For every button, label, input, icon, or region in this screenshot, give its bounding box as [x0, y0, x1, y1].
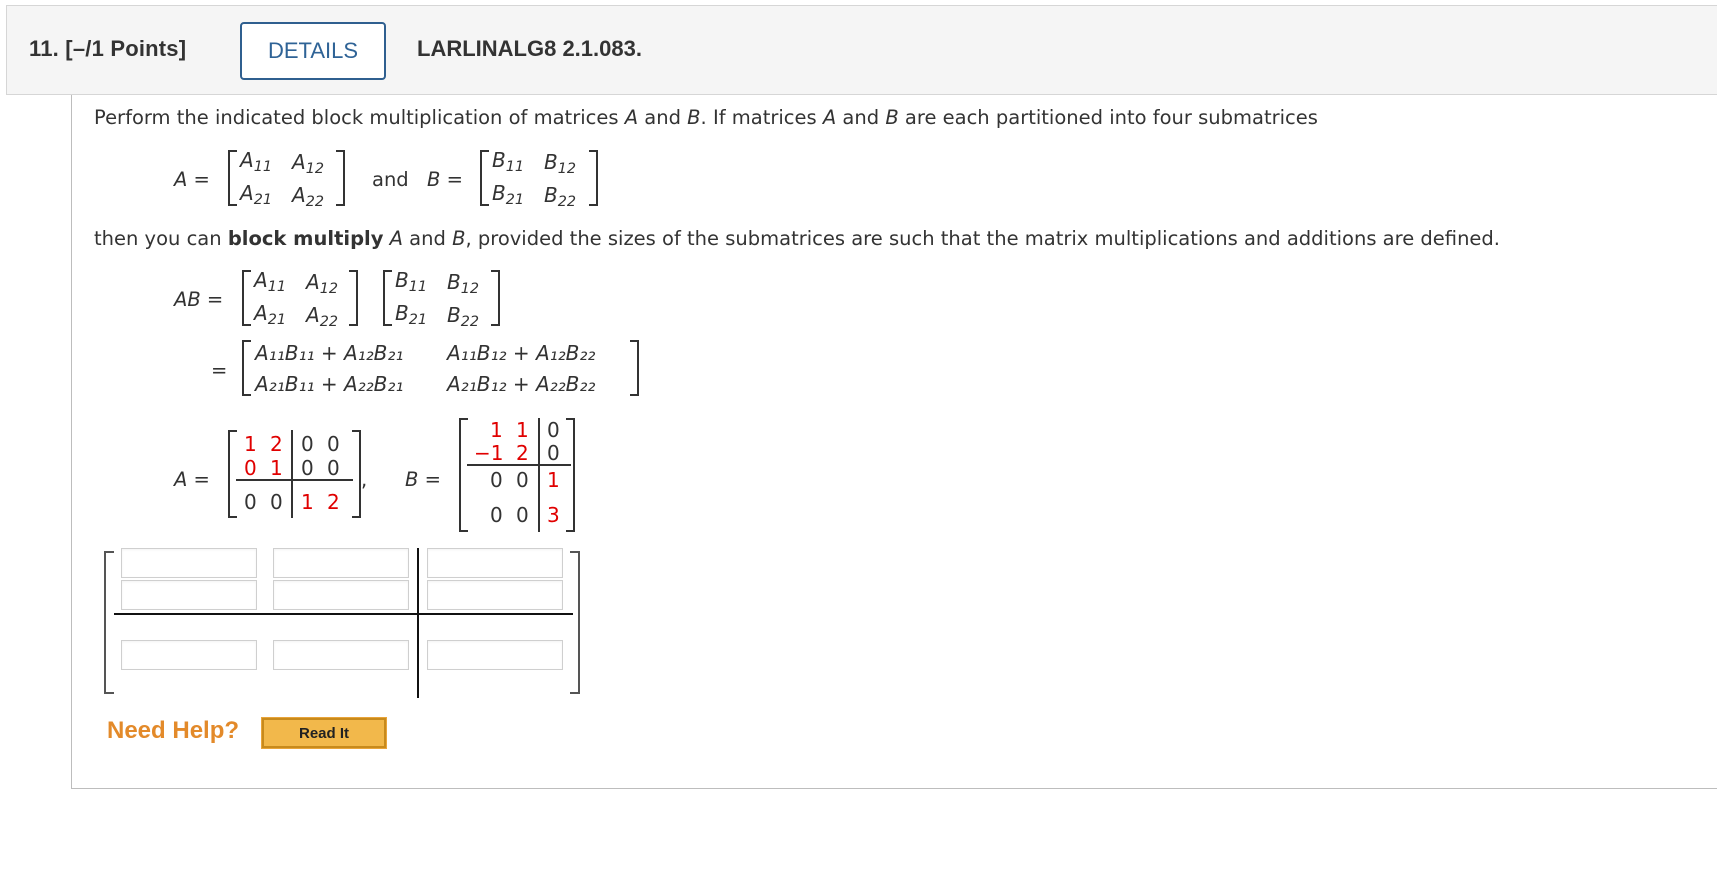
answer-input-r3c3[interactable]: [427, 640, 563, 670]
bracket-left: [242, 270, 251, 326]
matrix-a-entry: 0: [327, 456, 340, 480]
bracket-left: [228, 150, 237, 206]
submatrix-b11: $B_{11}$: [395, 268, 428, 295]
submatrix-a12: $A_{12}$: [292, 150, 324, 177]
submatrix-b12: $B_{12}$: [447, 270, 480, 297]
intro-part: . If matrices: [700, 106, 823, 129]
need-help-label: Need Help?: [107, 717, 240, 744]
submatrix-b12: $B_{12}$: [544, 150, 577, 177]
answer-bracket-right: [570, 551, 580, 694]
equals-sign: =: [211, 359, 228, 382]
matrix-a-entry: 2: [327, 490, 340, 514]
ab-label: AB =: [174, 288, 224, 311]
matrix-a-entry: 2: [270, 432, 283, 456]
answer-input-r1c3[interactable]: [427, 548, 563, 578]
bracket-left: [459, 418, 468, 532]
question-header: [6, 5, 1717, 95]
matrix-b-entry: 2: [516, 441, 529, 465]
bracket-right: [630, 340, 639, 396]
matrix-a-entry: 0: [327, 432, 340, 456]
product-r2c2: A₂₁B₁₂ + A₂₂B₂₂: [447, 372, 596, 396]
bracket-right: [352, 430, 361, 518]
comma: ,: [361, 468, 368, 491]
explain-part: and: [402, 227, 453, 250]
question-points: [–/1 Points]: [65, 36, 187, 61]
answer-bracket-left: [104, 551, 114, 694]
matrix-b-entry: 0: [547, 441, 560, 465]
intro-part: Perform the indicated block multiplication of matrices: [94, 106, 625, 129]
product-r1c2: A₁₁B₁₂ + A₁₂B₂₂: [447, 341, 596, 365]
matrix-b-entry: 0: [516, 468, 529, 492]
read-it-button[interactable]: Read It: [262, 718, 386, 748]
bracket-right: [491, 270, 500, 326]
question-number: 11.: [29, 36, 59, 61]
product-r1c1: A₁₁B₁₁ + A₁₂B₂₁: [255, 341, 404, 365]
matrix-a-entry: 1: [270, 456, 283, 480]
matrix-b-entry: −1: [474, 441, 504, 465]
submatrix-b22: $B_{22}$: [447, 303, 480, 330]
bracket-right: [566, 418, 575, 532]
matrix-a-entry: 0: [244, 456, 257, 480]
bracket-left: [383, 270, 392, 326]
intro-part: and: [638, 106, 688, 129]
matrix-b-entry: 0: [547, 418, 560, 442]
product-r2c1: A₂₁B₁₁ + A₂₂B₂₁: [255, 372, 404, 396]
matrix-a-entry: 0: [301, 432, 314, 456]
submatrix-a11: $A_{11}$: [240, 148, 272, 175]
submatrix-b22: $B_{22}$: [544, 183, 577, 210]
matrix-a-entry: 1: [244, 432, 257, 456]
explain-bold: block multiply: [227, 227, 384, 250]
submatrix-a22: $A_{22}$: [292, 183, 324, 210]
bracket-left: [480, 150, 489, 206]
bracket-right: [336, 150, 345, 206]
var-b: B: [885, 106, 899, 129]
explain-part: then you can: [94, 227, 228, 250]
partition-a-label: A =: [174, 168, 210, 191]
intro-part: and: [836, 106, 886, 129]
matrix-b-entry: 1: [490, 418, 503, 442]
details-button[interactable]: DETAILS: [240, 22, 386, 80]
submatrix-b21: $B_{21}$: [492, 181, 525, 208]
bracket-right: [589, 150, 598, 206]
matrix-a-entry: 0: [270, 490, 283, 514]
explain-text: [94, 227, 1500, 250]
var-a: A: [822, 106, 837, 129]
submatrix-b21: $B_{21}$: [395, 301, 428, 328]
question-title: [29, 36, 186, 62]
submatrix-a21: $A_{21}$: [254, 301, 286, 328]
answer-input-r2c3[interactable]: [427, 580, 563, 610]
partition-line-vertical: [291, 430, 293, 518]
given-a-label: A =: [174, 468, 210, 491]
answer-partition-horizontal: [114, 613, 573, 615]
matrix-b-entry: 0: [490, 468, 503, 492]
submatrix-a21: $A_{21}$: [240, 181, 272, 208]
partition-line-vertical: [538, 418, 540, 532]
submatrix-a22: $A_{22}$: [306, 303, 338, 330]
answer-partition-vertical: [417, 548, 419, 698]
answer-input-r3c1[interactable]: [121, 640, 257, 670]
var-a: A: [624, 106, 639, 129]
matrix-a-entry: 0: [244, 490, 257, 514]
bracket-left: [228, 430, 237, 518]
answer-input-r2c1[interactable]: [121, 580, 257, 610]
matrix-b-entry: 0: [490, 503, 503, 527]
submatrix-a12: $A_{12}$: [306, 270, 338, 297]
submatrix-a11: $A_{11}$: [254, 268, 286, 295]
var-a: A: [389, 227, 403, 250]
intro-text: [94, 106, 1318, 129]
partition-and: and: [372, 168, 409, 191]
matrix-a-entry: 0: [301, 456, 314, 480]
answer-input-r1c1[interactable]: [121, 548, 257, 578]
matrix-b-entry: 0: [516, 503, 529, 527]
answer-input-r2c2[interactable]: [273, 580, 409, 610]
matrix-b-entry: 3: [547, 503, 560, 527]
given-b-label: B =: [405, 468, 441, 491]
answer-input-r3c2[interactable]: [273, 640, 409, 670]
matrix-b-entry: 1: [516, 418, 529, 442]
matrix-b-entry: 1: [547, 468, 560, 492]
question-reference: LARLINALG8 2.1.083.: [417, 36, 642, 61]
submatrix-b11: $B_{11}$: [492, 148, 525, 175]
var-b: B: [452, 227, 466, 250]
intro-part: are each partitioned into four submatrices: [898, 106, 1318, 129]
bracket-right: [349, 270, 358, 326]
explain-part: , provided the sizes of the submatrices are such that the matrix multiplications and additions are defined.: [465, 227, 1500, 250]
var-b: B: [687, 106, 701, 129]
matrix-a-entry: 1: [301, 490, 314, 514]
answer-input-r1c2[interactable]: [273, 548, 409, 578]
partition-b-label: B =: [427, 168, 463, 191]
bracket-left: [242, 340, 251, 396]
